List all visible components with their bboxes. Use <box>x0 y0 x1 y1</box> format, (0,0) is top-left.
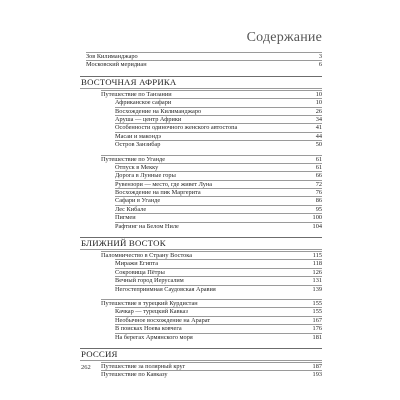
entry-label: Путешествие по Уганде <box>101 155 312 164</box>
entry-label: Масаи и макондэ <box>115 132 312 141</box>
toc-group <box>80 252 322 294</box>
entry-page: 86 <box>312 196 322 205</box>
entry-page: 72 <box>312 180 322 189</box>
entry-page: 41 <box>312 123 322 132</box>
toc-entry[interactable] <box>80 334 322 342</box>
entry-label: Качкар — турецкий Кавказ <box>115 307 309 316</box>
entry-label: Особенности одиночного женского автостопа <box>115 123 312 132</box>
entry-label: На берегах Армянского моря <box>115 333 309 342</box>
entry-page: 100 <box>309 213 322 222</box>
entry-label: Негостеприимная Саудовская Аравия <box>115 285 309 294</box>
entry-label: Аруша — центр Африки <box>115 115 312 124</box>
entry-page: 61 <box>312 155 322 164</box>
entry-label: Зов Килиманджаро <box>86 52 315 61</box>
entry-page: 95 <box>312 205 322 214</box>
table-of-contents <box>80 30 322 386</box>
entry-page: 66 <box>312 171 322 180</box>
entry-page: 167 <box>309 316 322 325</box>
entry-page: 26 <box>312 107 322 116</box>
entry-page: 61 <box>312 163 322 172</box>
entry-label: Лес Кибале <box>115 205 312 214</box>
entry-label: Рувензори — место, где живет Луна <box>115 180 312 189</box>
toc-entry[interactable] <box>80 223 322 231</box>
entry-page: 181 <box>309 333 322 342</box>
toc-group <box>80 363 322 380</box>
section-heading-russia: РОССИЯ <box>80 348 322 361</box>
entry-label: Путешествие по Танзании <box>101 90 312 99</box>
entry-label: Вечный город Иерусалим <box>115 276 309 285</box>
entry-label: Путешествие в турецкий Курдистан <box>101 299 309 308</box>
entry-label: Остров Занзибар <box>115 140 312 149</box>
entry-label: Восхождение на Килиманджаро <box>115 107 312 116</box>
entry-label: Миражи Египта <box>115 259 309 268</box>
entry-page: 104 <box>309 222 322 231</box>
entry-label: Путешествие по Кавказу <box>101 370 309 379</box>
section-heading-east-africa: ВОСТОЧНАЯ АФРИКА <box>80 76 322 89</box>
entry-label: Рафтинг на Белом Ниле <box>115 222 309 231</box>
entry-page: 10 <box>312 90 322 99</box>
entry-page: 155 <box>309 307 322 316</box>
entry-label: Дорога в Лунные горы <box>115 171 312 180</box>
entry-label: Пигмеи <box>115 213 309 222</box>
entry-label: В поисках Ноева ковчега <box>115 324 309 333</box>
entry-label: Отпуск в Мекку <box>115 163 312 172</box>
entry-page: 44 <box>312 132 322 141</box>
entry-label: Африканское сафари <box>115 98 312 107</box>
entry-label: Необычное восхождение на Арарат <box>115 316 309 325</box>
entry-label: Путешествие за полярный круг <box>101 362 309 371</box>
entry-page: 115 <box>309 251 322 260</box>
toc-chapter[interactable] <box>80 371 322 379</box>
page-number: 262 <box>81 364 91 371</box>
toc-group <box>80 300 322 342</box>
entry-label: Паломничество в Страну Востока <box>101 251 309 260</box>
toc-group <box>80 156 322 232</box>
entry-label: Сафари в Уганде <box>115 196 312 205</box>
entry-label: Сокровища Пётры <box>115 268 309 277</box>
entry-label: Московский меридиан <box>86 60 315 69</box>
entry-page: 131 <box>309 276 322 285</box>
entry-page: 126 <box>309 268 322 277</box>
entry-page: 118 <box>309 259 322 268</box>
section-heading-middle-east: БЛИЖНИЙ ВОСТОК <box>80 237 322 250</box>
toc-entry[interactable] <box>80 61 322 69</box>
entry-page: 50 <box>312 140 322 149</box>
entry-page: 10 <box>312 98 322 107</box>
entry-page: 3 <box>315 52 322 61</box>
entry-page: 34 <box>312 115 322 124</box>
toc-entry[interactable] <box>80 286 322 294</box>
entry-page: 155 <box>309 299 322 308</box>
entry-label: Восхождение на пик Маргерита <box>115 188 312 197</box>
entry-page: 187 <box>309 362 322 371</box>
entry-page: 139 <box>309 285 322 294</box>
entry-page: 176 <box>309 324 322 333</box>
toc-group <box>80 91 322 150</box>
page-title: Содержание <box>246 30 322 45</box>
entry-page: 193 <box>309 370 322 379</box>
toc-entry[interactable] <box>80 141 322 149</box>
entry-page: 6 <box>315 60 322 69</box>
entry-page: 76 <box>312 188 322 197</box>
toc-intro <box>80 53 322 70</box>
